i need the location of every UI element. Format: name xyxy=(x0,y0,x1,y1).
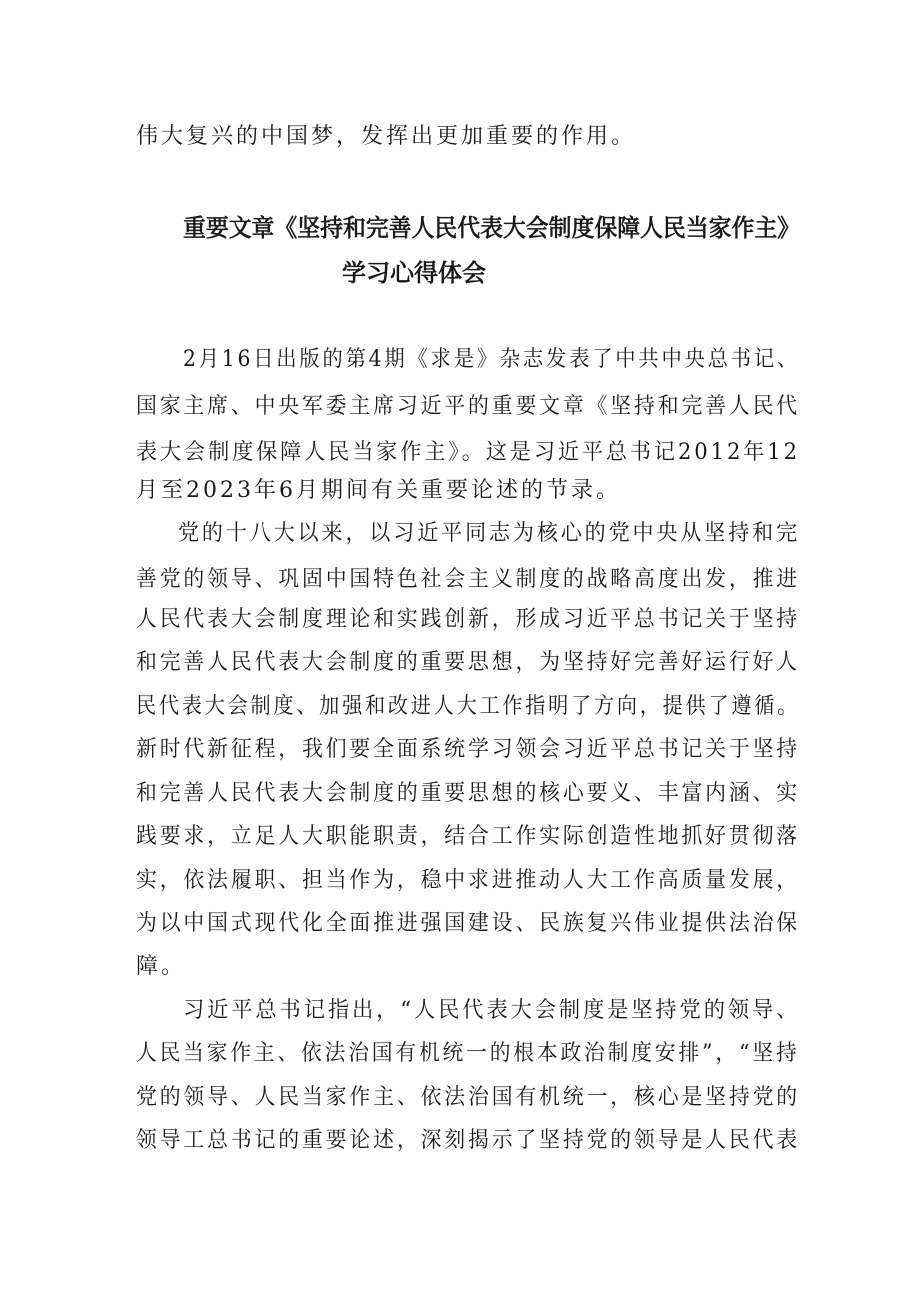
body-line: 民代表大会制度、加强和改进人大工作指明了方向，提供了遵循。 xyxy=(136,694,801,719)
body-line: 和完善人民代表大会制度的重要思想，为坚持好完善好运行好人 xyxy=(136,650,801,675)
body-line: 和完善人民代表大会制度的重要思想的核心要义、丰富内涵、实 xyxy=(136,781,801,806)
body-line: 践要求，立足人大职能职责，结合工作实际创造性地抓好贯彻落 xyxy=(136,824,801,849)
article-title-line-1: 重要文章《坚持和完善人民代表大会制度保障人民当家作主》 xyxy=(183,214,801,242)
body-line: 善党的领导、巩固中国特色社会主义制度的战略高度出发，推进 xyxy=(136,567,801,592)
body-line: 2月16日出版的第4期《求是》杂志发表了中共中央总书记、 xyxy=(183,347,801,372)
body-line: 领导工总书记的重要论述，深刻揭示了坚持党的领导是人民代表 xyxy=(136,1128,801,1153)
body-line: 月至2023年6月期间有关重要论述的节录。 xyxy=(136,478,621,503)
body-line: 党的十八大以来，以习近平同志为核心的党中央从坚持和完 xyxy=(178,521,800,546)
continued-paragraph-line: 伟大复兴的中国梦，发挥出更加重要的作用。 xyxy=(136,124,637,149)
body-line: 表大会制度保障人民当家作主》。这是习近平总书记2012年12 xyxy=(136,440,800,465)
body-line: 实，依法履职、担当作为，稳中求进推动人大工作高质量发展， xyxy=(136,868,801,893)
body-line: 为以中国式现代化全面推进强国建设、民族复兴伟业提供法治保 xyxy=(136,911,801,936)
body-line: 新时代新征程，我们要全面系统学习领会习近平总书记关于坚持 xyxy=(136,737,801,762)
body-line: 人民当家作主、依法治国有机统一的根本政治制度安排”，“坚持 xyxy=(136,1041,800,1066)
body-line: 习近平总书记指出，“人民代表大会制度是坚持党的领导、 xyxy=(183,998,801,1023)
body-line: 人民代表大会制度理论和实践创新，形成习近平总书记关于坚持 xyxy=(136,607,801,632)
body-line: 国家主席、中央军委主席习近平的重要文章《坚持和完善人民代 xyxy=(136,394,801,419)
body-line: 障。 xyxy=(136,954,187,979)
article-title-line-2: 学习心得体会 xyxy=(342,259,486,287)
body-line: 党的领导、人民当家作主、依法治国有机统一，核心是坚持党的 xyxy=(136,1085,801,1110)
